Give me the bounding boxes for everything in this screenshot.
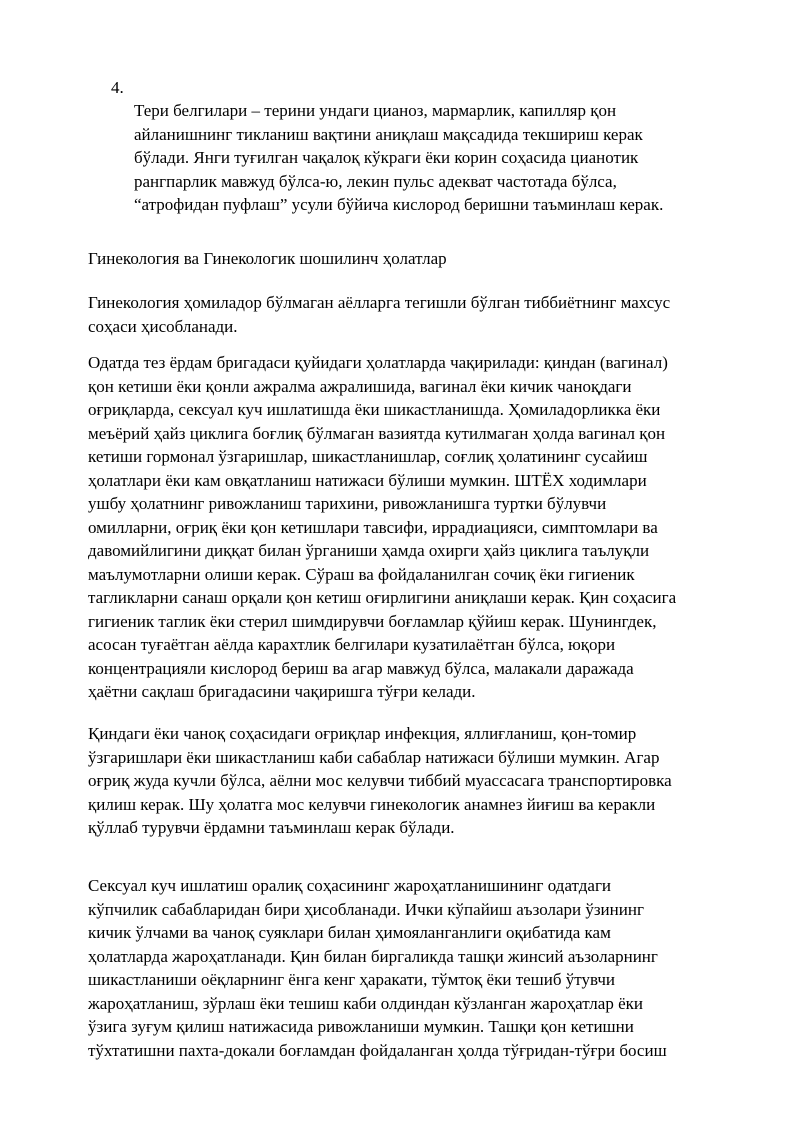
text-line: “атрофидан пуфлаш” усули бўйича кислород беришни таъминлаш керак. [134, 195, 664, 214]
text-line: давомийлигини диққат билан ўрганиши ҳамда охирги ҳайз циклига таълуқли [88, 541, 650, 560]
text-line: ўзгаришлари ёки шикастланиш каби сабаблар натижаси бўлиши мумкин. Агар [88, 747, 660, 767]
text-line: айланишнинг тикланиш вақтини аниқлаш мақсадида текшириш керак [134, 124, 643, 144]
text-line: асосан туғаётган аёлда карахтлик белгилари кузатилаётган бўлса, юқори [88, 635, 616, 654]
text-line: қон кетиши ёки қонли ажралма ажралишида, вагинал ёки кичик чаноқдаги [88, 376, 632, 396]
text-line: Сексуал куч ишлатиш оралиқ соҳасининг жароҳатланишининг одатдаги [88, 876, 612, 895]
text-line: оғриқларда, сексуал куч ишлатишда ёки шикастланишда. Ҳомиладорликка ёки [88, 400, 661, 419]
text-line: ўзига зуғум қилиш натижасида ривожланиши мумкин. Ташқи қон кетишни [88, 1017, 634, 1036]
list-item-text [134, 99, 754, 217]
paragraph-pain [88, 722, 748, 840]
text-line: тўхтатишни пахта-докали боғламдан фойдаланган ҳолда тўғридан-тўғри босиш [88, 1040, 667, 1060]
text-line: гигиеник таглик ёки стерил шимдирувчи боғламлар қўйиш керак. Шунингдек, [88, 611, 657, 631]
text-line: кичик ўлчами ва чаноқ суяклари билан ҳимояланганлиги оқибатида кам [88, 923, 611, 942]
text-line: бўлади. Янги туғилган чақалоқ кўкраги ёки корин соҳасида цианотик [134, 148, 639, 167]
section-heading: Гинекология ва Гинекологик шошилинч ҳолатлар [88, 249, 447, 268]
list-item-number: 4. [111, 78, 124, 97]
text-line: омилларни, оғриқ ёки қон кетишлари тавсифи, иррадиацияси, симптомлари ва [88, 517, 658, 537]
text-line: шикастланиши оёқларнинг ёнга кенг ҳаракати, тўмтоқ ёки тешиб ўтувчи [88, 970, 615, 989]
text-line: меъёрий ҳайз циклига боғлиқ бўлмаган вазиятда кутилмаган ҳолда вагинал қон [88, 423, 666, 443]
text-line: Қиндаги ёки чаноқ соҳасидаги оғриқлар инфекция, яллиғланиш, қон-томир [88, 724, 637, 743]
text-line: Тери белгилари – терини ундаги цианоз, мармарлик, капилляр қон [134, 101, 617, 120]
text-line: рангпарлик мавжуд бўлса-ю, лекин пульс адекват частотада бўлса, [134, 171, 617, 191]
text-line: Гинекология ҳомиладор бўлмаган аёлларга тегишли бўлган тиббиётнинг махсус [88, 293, 671, 312]
text-line: ушбу ҳолатнинг ривожланиш тарихини, ривожланишга туртки бўлувчи [88, 494, 607, 513]
text-line: қилиш керак. Шу ҳолатга мос келувчи гинекологик анамнез йиғиш ва керакли [88, 794, 656, 814]
paragraph-trauma [88, 874, 748, 1062]
text-line: маълумотларни олиши керак. Сўраш ва фойдаланилган сочиқ ёки гигиеник [88, 564, 635, 584]
paragraph-definition [88, 291, 748, 338]
text-line: жароҳатланиш, зўрлаш ёки тешиш каби олдиндан кўзланган жароҳатлар ёки [88, 993, 643, 1013]
text-line: Одатда тез ёрдам бригадаси қуйидаги ҳолатларда чақирилади: қиндан (вагинал) [88, 353, 668, 372]
text-line: кўпчилик сабабларидан бири ҳисобланади. Ички кўпайиш аъзолари ўзининг [88, 899, 644, 919]
text-line: ҳолатлари ёки кам овқатланиш натижаси бўлиши мумкин. ШТЁХ ходимлари [88, 470, 647, 490]
text-line: концентрацияли кислород бериш ва агар мавжуд бўлса, малакали даражада [88, 658, 634, 678]
text-line: оғриқ жуда кучли бўлса, аёлни мос келувчи тиббий муассасага транспортировка [88, 771, 672, 790]
text-line: соҳаси ҳисобланади. [88, 316, 238, 336]
paragraph-bleeding [88, 351, 748, 704]
text-line: кетиши гормонал ўзгаришлар, шикастланишлар, соғлиқ ҳолатининг сусайиш [88, 447, 648, 466]
text-line: қўллаб турувчи ёрдамни таъминлаш керак бўлади. [88, 818, 455, 837]
text-line: ҳолатларда жароҳатланади. Қин билан биргаликда ташқи жинсий аъзоларнинг [88, 946, 658, 966]
text-line: ҳаётни сақлаш бригадасини чақиришга тўғри келади. [88, 682, 476, 701]
text-line: тагликларни санаш орқали қон кетиш оғирлигини аниқлаши керак. Қин соҳасига [88, 588, 677, 607]
